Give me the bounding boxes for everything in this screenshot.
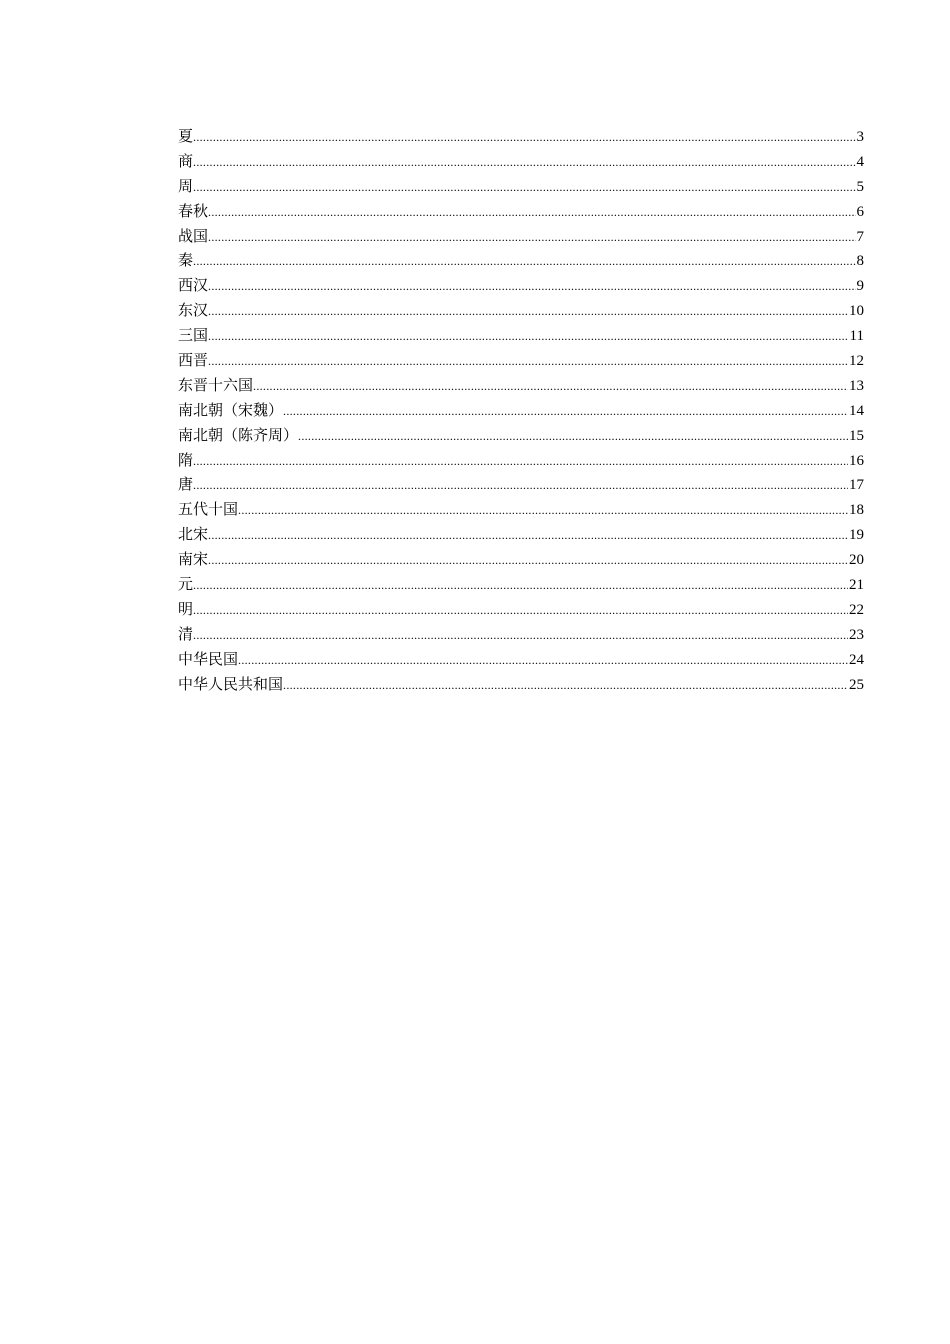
toc-page-number: 23	[849, 626, 864, 643]
toc-entry-qin[interactable]	[178, 248, 864, 273]
toc-entry-zhonghua-renmin-gongheguo[interactable]	[178, 672, 864, 697]
toc-entry-chunqiu[interactable]	[178, 199, 864, 224]
toc-page-number: 14	[849, 402, 864, 419]
toc-page-number: 13	[849, 377, 864, 394]
toc-page-number: 21	[849, 577, 864, 594]
toc-entry-ming[interactable]	[178, 597, 864, 622]
table-of-contents	[178, 124, 864, 696]
toc-entry-nansong[interactable]	[178, 547, 864, 572]
toc-entry-title: 清	[178, 624, 194, 643]
toc-dot-leader	[193, 249, 855, 274]
toc-dot-leader	[253, 374, 848, 399]
toc-entry-title: 隋	[178, 450, 194, 469]
toc-page-number: 10	[849, 303, 864, 320]
toc-entry-title: 战国	[178, 226, 209, 245]
toc-page-number: 20	[849, 552, 864, 569]
toc-entry-xijin[interactable]	[178, 348, 864, 373]
toc-page-number: 16	[849, 452, 864, 469]
toc-page-number: 6	[856, 203, 864, 220]
toc-dot-leader	[208, 299, 848, 324]
toc-entry-title: 春秋	[178, 201, 209, 220]
toc-dot-leader	[208, 523, 848, 548]
toc-entry-nanbeichao-song-wei[interactable]	[178, 398, 864, 423]
toc-dot-leader	[193, 449, 848, 474]
toc-entry-wudai-shiguo[interactable]	[178, 497, 864, 522]
toc-page-number: 19	[849, 527, 864, 544]
toc-dot-leader	[208, 548, 848, 573]
toc-page-number: 11	[849, 328, 864, 345]
toc-entry-title: 南北朝（陈齐周）	[178, 425, 299, 444]
toc-dot-leader	[238, 498, 848, 523]
toc-page-number: 15	[849, 427, 864, 444]
toc-entry-title: 明	[178, 599, 194, 618]
toc-entry-beisong[interactable]	[178, 522, 864, 547]
toc-page-number: 18	[849, 502, 864, 519]
toc-page-number: 24	[849, 651, 864, 668]
toc-entry-zhou[interactable]	[178, 174, 864, 199]
toc-entry-title: 夏	[178, 127, 194, 145]
toc-page-number: 4	[856, 153, 864, 170]
toc-entry-title: 秦	[178, 251, 194, 270]
toc-dot-leader	[208, 324, 849, 349]
toc-page-number: 7	[856, 228, 864, 245]
toc-entry-title: 商	[178, 151, 194, 170]
toc-dot-leader	[208, 349, 848, 374]
toc-entry-zhanguo[interactable]	[178, 224, 864, 249]
toc-dot-leader	[193, 175, 855, 200]
toc-entry-title: 东晋十六国	[178, 375, 254, 394]
toc-entry-title: 五代十国	[178, 500, 239, 519]
toc-entry-donghan[interactable]	[178, 298, 864, 323]
toc-dot-leader	[193, 150, 855, 175]
toc-entry-tang[interactable]	[178, 472, 864, 497]
toc-entry-xihan[interactable]	[178, 273, 864, 298]
toc-dot-leader	[208, 200, 855, 225]
toc-entry-sanguo[interactable]	[178, 323, 864, 348]
toc-entry-title: 周	[178, 176, 194, 195]
toc-entry-title: 三国	[178, 326, 209, 345]
toc-entry-sui[interactable]	[178, 448, 864, 473]
toc-dot-leader	[298, 424, 848, 449]
toc-dot-leader	[193, 623, 848, 648]
toc-entry-zhonghua-minguo[interactable]	[178, 647, 864, 672]
toc-dot-leader	[283, 399, 848, 424]
toc-dot-leader	[208, 225, 855, 250]
toc-page-number: 25	[849, 676, 864, 693]
toc-entry-title: 北宋	[178, 525, 209, 544]
toc-page-number: 5	[856, 178, 864, 195]
toc-entry-dongjin-shiliuguo[interactable]	[178, 373, 864, 398]
toc-dot-leader	[193, 473, 848, 498]
toc-entry-qing[interactable]	[178, 622, 864, 647]
toc-entry-shang[interactable]	[178, 149, 864, 174]
toc-entry-yuan[interactable]	[178, 572, 864, 597]
toc-entry-title: 唐	[178, 475, 194, 494]
toc-entry-title: 元	[178, 575, 194, 594]
toc-page-number: 8	[856, 253, 864, 270]
toc-dot-leader	[283, 673, 848, 698]
toc-entry-title: 南宋	[178, 550, 209, 569]
toc-dot-leader	[193, 598, 848, 623]
toc-entry-title: 中华人民共和国	[178, 674, 284, 693]
toc-page-number: 22	[849, 601, 864, 618]
toc-entry-title: 南北朝（宋魏）	[178, 400, 284, 419]
toc-entry-nanbeichao-chen-qi-zhou[interactable]	[178, 423, 864, 448]
toc-page-number: 17	[849, 477, 864, 494]
toc-page-number: 3	[856, 129, 864, 145]
toc-entry-xia[interactable]	[178, 124, 864, 149]
toc-entry-title: 西汉	[178, 276, 209, 295]
toc-dot-leader	[238, 648, 848, 673]
toc-entry-title: 西晋	[178, 351, 209, 370]
toc-entry-title: 中华民国	[178, 649, 239, 668]
toc-page-number: 12	[849, 353, 864, 370]
toc-entry-title: 东汉	[178, 301, 209, 320]
toc-dot-leader	[193, 573, 848, 598]
toc-dot-leader	[208, 274, 855, 299]
toc-dot-leader	[193, 125, 855, 150]
toc-page-number: 9	[856, 278, 864, 295]
